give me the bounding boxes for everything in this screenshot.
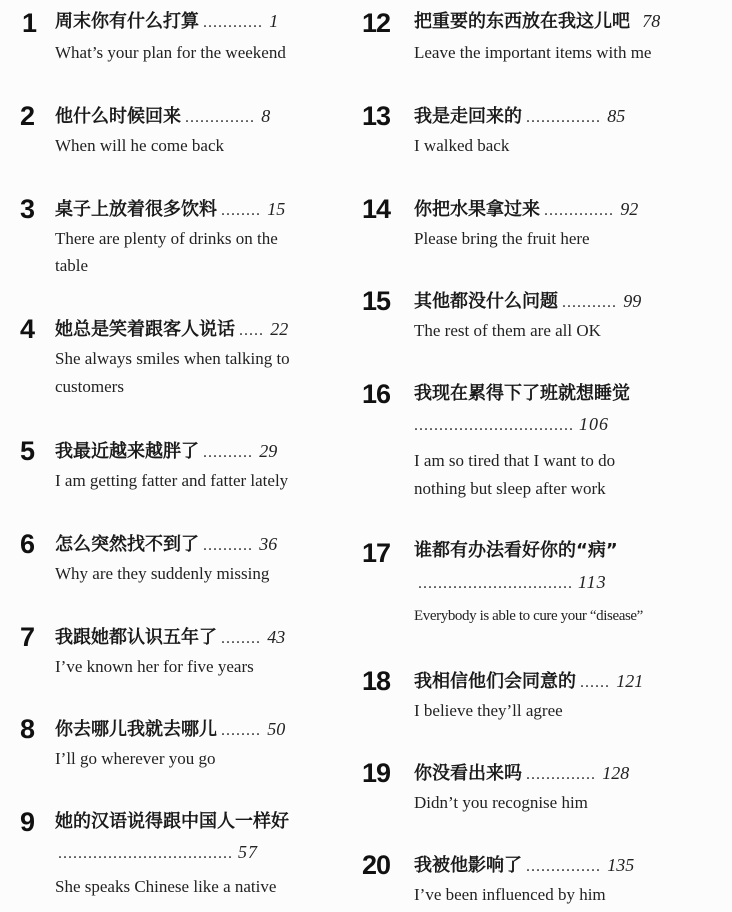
page-number: 1 (269, 11, 279, 31)
lesson-title-en: I’ve known her for five years (55, 657, 254, 676)
lesson-title-en: I’ve been influenced by him (414, 885, 606, 904)
lesson-title-zh (414, 760, 629, 788)
lesson-number: 17 (362, 538, 391, 568)
lesson-title-en-line-2: nothing but sleep after work (414, 479, 606, 498)
lesson-title-text: 我最近越来越胖了 (55, 441, 199, 462)
lesson-title-en: Leave the important items with me (414, 43, 652, 62)
leader-dots: .............. (544, 202, 614, 219)
lesson-title-en: I walked back (414, 136, 510, 155)
lesson-title-text: 你没看出来吗 (414, 763, 522, 784)
lesson-number: 4 (20, 314, 35, 344)
lesson-title-en: What’s your plan for the weekend (55, 43, 286, 62)
lesson-title-zh (414, 288, 641, 316)
lesson-title-en: Why are they suddenly missing (55, 564, 270, 583)
leader-dots: ........ (221, 630, 261, 647)
page-number: 15 (267, 199, 286, 219)
lesson-title-zh (414, 381, 630, 407)
lesson-number: 7 (20, 622, 35, 652)
lesson-title-en: I am getting fatter and fatter lately (55, 471, 289, 490)
page-number: 57 (238, 842, 258, 862)
lesson-title-text: 他什么时候回来 (55, 106, 181, 127)
lesson-title-en-line-1: She always smiles when talking to (55, 349, 290, 368)
lesson-title-text: 把重要的东西放在我这儿吧 (414, 11, 630, 32)
lesson-title-zh (55, 809, 289, 835)
lesson-title-zh (414, 103, 625, 131)
lesson-number: 2 (20, 101, 35, 131)
page-number: 22 (270, 319, 289, 339)
lesson-title-en: She speaks Chinese like a native (55, 877, 277, 896)
page-number: 43 (267, 627, 286, 647)
leader-dots: ..... (239, 322, 264, 339)
lesson-title-en-line-1: There are plenty of drinks on the (55, 229, 278, 248)
leader-dots-line (418, 570, 607, 596)
lesson-title-en: Everybody is able to cure your “disease” (414, 608, 643, 624)
lesson-number: 15 (362, 286, 391, 316)
lesson-title-en-line-2: table (55, 256, 89, 275)
page-number: 99 (623, 291, 642, 311)
lesson-title-zh (55, 8, 278, 36)
lesson-title-zh (55, 716, 285, 744)
leader-dots: .......... (203, 444, 253, 461)
page-number: 128 (602, 763, 630, 783)
lesson-title-en-line-2: customers (55, 377, 124, 396)
lesson-title-en-line-1: I am so tired that I want to do (414, 451, 616, 470)
page-number: 92 (620, 199, 639, 219)
lesson-title-zh (414, 8, 660, 35)
lesson-title-text: 她总是笑着跟客人说话 (55, 319, 235, 340)
lesson-number: 1 (22, 8, 37, 38)
lesson-number: 18 (362, 666, 391, 696)
lesson-title-zh (414, 538, 618, 564)
leader-dots: ............................... (418, 575, 573, 592)
lesson-title-en: Please bring the fruit here (414, 229, 590, 248)
lesson-number: 3 (20, 194, 35, 224)
lesson-number: 13 (362, 101, 391, 131)
lesson-title-zh (414, 852, 634, 880)
lesson-title-text: 她的汉语说得跟中国人一样好 (55, 811, 289, 832)
lesson-number: 6 (20, 529, 35, 559)
leader-dots: ............... (526, 858, 601, 875)
lesson-title-zh (414, 668, 643, 696)
leader-dots: .............. (185, 109, 255, 126)
lesson-number: 9 (20, 807, 35, 837)
page-number: 8 (261, 106, 271, 126)
leader-dots: ........ (221, 722, 261, 739)
lesson-title-zh (55, 531, 277, 559)
page-number: 78 (642, 11, 661, 31)
lesson-number: 8 (20, 714, 35, 744)
lesson-title-zh (55, 196, 285, 224)
lesson-title-en: When will he come back (55, 136, 224, 155)
lesson-title-text: 我相信他们会同意的 (414, 671, 576, 692)
lesson-number: 12 (362, 8, 391, 38)
lesson-title-text: 周末你有什么打算 (55, 11, 199, 32)
lesson-title-zh (414, 196, 638, 224)
page-number: 85 (607, 106, 626, 126)
page-number: 121 (616, 671, 644, 691)
lesson-number: 19 (362, 758, 391, 788)
leader-dots-line (58, 840, 258, 866)
lesson-number: 20 (362, 850, 391, 880)
lesson-title-en: The rest of them are all OK (414, 321, 601, 340)
lesson-number: 14 (362, 194, 391, 224)
lesson-title-text: 我现在累得下了班就想睡觉 (414, 383, 630, 404)
leader-dots: ................................... (58, 845, 233, 862)
lesson-title-zh (55, 438, 277, 466)
page-number: 29 (259, 441, 278, 461)
leader-dots: ................................ (414, 417, 574, 434)
leader-dots: ............ (203, 14, 263, 31)
leader-dots: ........ (221, 202, 261, 219)
page-number: 50 (267, 719, 286, 739)
lesson-title-zh (55, 316, 288, 344)
page-number: 135 (607, 855, 635, 875)
lesson-title-en: I’ll go wherever you go (55, 749, 216, 768)
leader-dots-line (414, 412, 609, 438)
lesson-title-text: 桌子上放着很多饮料 (55, 199, 217, 220)
lesson-title-text: 我被他影响了 (414, 855, 522, 876)
lesson-title-text: 我是走回来的 (414, 106, 522, 127)
page-number: 106 (579, 414, 609, 434)
leader-dots: .......... (203, 537, 253, 554)
lesson-title-text: 怎么突然找不到了 (55, 534, 199, 555)
lesson-title-text: 其他都没什么问题 (414, 291, 558, 312)
leader-dots: .............. (526, 766, 596, 783)
lesson-number: 16 (362, 379, 391, 409)
lesson-title-text: 我跟她都认识五年了 (55, 627, 217, 648)
lesson-title-text: 你去哪儿我就去哪儿 (55, 719, 217, 740)
lesson-title-zh (55, 624, 285, 652)
leader-dots: ...... (580, 674, 610, 691)
lesson-title-text: 你把水果拿过来 (414, 199, 540, 220)
lesson-title-zh (55, 103, 270, 131)
page-number: 36 (259, 534, 278, 554)
page-number: 113 (578, 572, 607, 592)
leader-dots: ........... (562, 294, 617, 311)
lesson-number: 5 (20, 436, 35, 466)
lesson-title-text: 谁都有办法看好你的“病” (414, 540, 618, 561)
lesson-title-en: Didn’t you recognise him (414, 793, 588, 812)
leader-dots: ............... (526, 109, 601, 126)
lesson-title-en: I believe they’ll agree (414, 701, 563, 720)
